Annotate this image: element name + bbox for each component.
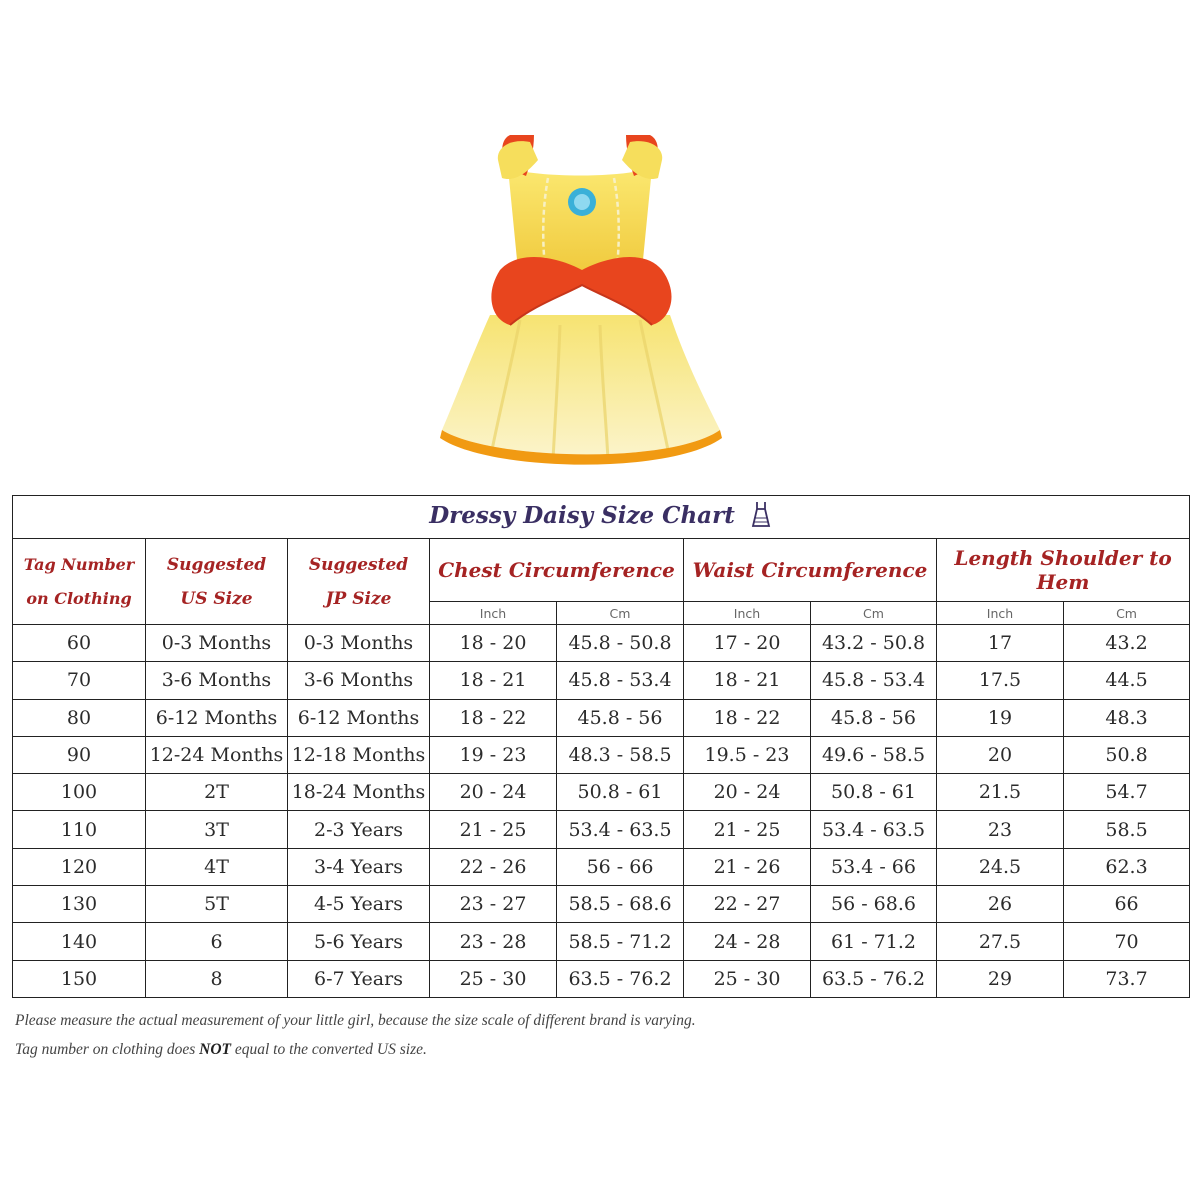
waist-inch-subheader: Inch (684, 602, 811, 625)
cell-len-in: 21.5 (937, 774, 1064, 811)
cell-waist-in: 21 - 26 (684, 848, 811, 885)
note-measure: Please measure the actual measurement of your little girl, because the size scale of different brand is varying. (15, 1012, 696, 1029)
cell-waist-in: 18 - 21 (684, 662, 811, 699)
chest-cm-subheader: Cm (557, 602, 684, 625)
cell-waist-cm: 63.5 - 76.2 (811, 960, 937, 997)
cell-tag: 90 (13, 736, 146, 773)
cell-us: 12-24 Months (146, 736, 288, 773)
table-row (13, 886, 1190, 923)
cell-waist-in: 22 - 27 (684, 886, 811, 923)
cell-len-in: 24.5 (937, 848, 1064, 885)
jp-size-header: Suggested JP Size (288, 539, 430, 625)
cell-len-cm: 44.5 (1064, 662, 1190, 699)
table-row (13, 923, 1190, 960)
cell-chest-cm: 53.4 - 63.5 (557, 811, 684, 848)
cell-chest-cm: 63.5 - 76.2 (557, 960, 684, 997)
cell-len-cm: 43.2 (1064, 625, 1190, 662)
cell-tag: 140 (13, 923, 146, 960)
cell-tag: 70 (13, 662, 146, 699)
cell-waist-in: 20 - 24 (684, 774, 811, 811)
cell-jp: 4-5 Years (288, 886, 430, 923)
cell-us: 2T (146, 774, 288, 811)
cell-len-in: 29 (937, 960, 1064, 997)
cell-waist-in: 19.5 - 23 (684, 736, 811, 773)
cell-chest-cm: 58.5 - 71.2 (557, 923, 684, 960)
cell-jp: 5-6 Years (288, 923, 430, 960)
cell-tag: 60 (13, 625, 146, 662)
cell-chest-cm: 58.5 - 68.6 (557, 886, 684, 923)
cell-chest-cm: 45.8 - 50.8 (557, 625, 684, 662)
cell-waist-cm: 56 - 68.6 (811, 886, 937, 923)
cell-us: 8 (146, 960, 288, 997)
cell-chest-in: 25 - 30 (430, 960, 557, 997)
chart-title-cell (13, 496, 1190, 539)
cell-jp: 0-3 Months (288, 625, 430, 662)
cell-us: 4T (146, 848, 288, 885)
cell-waist-in: 21 - 25 (684, 811, 811, 848)
table-row (13, 774, 1190, 811)
cell-len-cm: 50.8 (1064, 736, 1190, 773)
cell-chest-in: 18 - 22 (430, 699, 557, 736)
cell-us: 6-12 Months (146, 699, 288, 736)
size-chart-table (12, 495, 1190, 998)
cell-jp: 2-3 Years (288, 811, 430, 848)
cell-us: 5T (146, 886, 288, 923)
cell-tag: 130 (13, 886, 146, 923)
length-header: Length Shoulder to Hem (937, 539, 1190, 602)
cell-chest-in: 21 - 25 (430, 811, 557, 848)
cell-waist-cm: 53.4 - 66 (811, 848, 937, 885)
cell-tag: 80 (13, 699, 146, 736)
size-rows (13, 625, 1190, 998)
cell-waist-cm: 45.8 - 53.4 (811, 662, 937, 699)
tag-number-header: Tag Number on Clothing (13, 539, 146, 625)
chart-title: Dressy Daisy Size Chart (429, 502, 735, 529)
cell-chest-in: 23 - 27 (430, 886, 557, 923)
table-row (13, 736, 1190, 773)
cell-len-cm: 73.7 (1064, 960, 1190, 997)
chest-header: Chest Circumference (430, 539, 684, 602)
cell-tag: 150 (13, 960, 146, 997)
cell-jp: 3-6 Months (288, 662, 430, 699)
notes (15, 1012, 696, 1070)
cell-chest-in: 22 - 26 (430, 848, 557, 885)
cell-chest-in: 20 - 24 (430, 774, 557, 811)
table-row (13, 811, 1190, 848)
cell-tag: 110 (13, 811, 146, 848)
dress-illustration (430, 130, 730, 485)
cell-jp: 6-12 Months (288, 699, 430, 736)
cell-waist-cm: 45.8 - 56 (811, 699, 937, 736)
cell-waist-in: 18 - 22 (684, 699, 811, 736)
table-row (13, 699, 1190, 736)
cell-len-in: 20 (937, 736, 1064, 773)
cell-chest-in: 18 - 21 (430, 662, 557, 699)
cell-chest-cm: 48.3 - 58.5 (557, 736, 684, 773)
table-row (13, 625, 1190, 662)
cell-len-in: 17 (937, 625, 1064, 662)
cell-us: 0-3 Months (146, 625, 288, 662)
cell-jp: 6-7 Years (288, 960, 430, 997)
cell-tag: 100 (13, 774, 146, 811)
cell-waist-cm: 61 - 71.2 (811, 923, 937, 960)
cell-jp: 3-4 Years (288, 848, 430, 885)
cell-chest-cm: 56 - 66 (557, 848, 684, 885)
cell-len-in: 17.5 (937, 662, 1064, 699)
table-row (13, 662, 1190, 699)
cell-waist-cm: 43.2 - 50.8 (811, 625, 937, 662)
cell-len-cm: 70 (1064, 923, 1190, 960)
cell-tag: 120 (13, 848, 146, 885)
cell-waist-in: 25 - 30 (684, 960, 811, 997)
cell-len-cm: 66 (1064, 886, 1190, 923)
cell-len-in: 23 (937, 811, 1064, 848)
waist-header: Waist Circumference (684, 539, 937, 602)
cell-waist-cm: 49.6 - 58.5 (811, 736, 937, 773)
cell-jp: 12-18 Months (288, 736, 430, 773)
cell-len-cm: 62.3 (1064, 848, 1190, 885)
cell-jp: 18-24 Months (288, 774, 430, 811)
chest-inch-subheader: Inch (430, 602, 557, 625)
cell-len-cm: 58.5 (1064, 811, 1190, 848)
dress-icon (749, 500, 773, 534)
cell-len-cm: 48.3 (1064, 699, 1190, 736)
cell-us: 3-6 Months (146, 662, 288, 699)
cell-chest-cm: 50.8 - 61 (557, 774, 684, 811)
cell-chest-in: 23 - 28 (430, 923, 557, 960)
table-row (13, 960, 1190, 997)
length-cm-subheader: Cm (1064, 602, 1190, 625)
cell-waist-cm: 53.4 - 63.5 (811, 811, 937, 848)
waist-cm-subheader: Cm (811, 602, 937, 625)
cell-us: 6 (146, 923, 288, 960)
cell-chest-cm: 45.8 - 56 (557, 699, 684, 736)
cell-len-cm: 54.7 (1064, 774, 1190, 811)
cell-chest-in: 19 - 23 (430, 736, 557, 773)
cell-us: 3T (146, 811, 288, 848)
cell-len-in: 26 (937, 886, 1064, 923)
cell-len-in: 19 (937, 699, 1064, 736)
length-inch-subheader: Inch (937, 602, 1064, 625)
cell-chest-in: 18 - 20 (430, 625, 557, 662)
us-size-header: Suggested US Size (146, 539, 288, 625)
cell-len-in: 27.5 (937, 923, 1064, 960)
cell-chest-cm: 45.8 - 53.4 (557, 662, 684, 699)
cell-waist-in: 24 - 28 (684, 923, 811, 960)
note-tag: Tag number on clothing does NOT equal to the converted US size. (15, 1041, 427, 1058)
cell-waist-in: 17 - 20 (684, 625, 811, 662)
cell-waist-cm: 50.8 - 61 (811, 774, 937, 811)
table-row (13, 848, 1190, 885)
